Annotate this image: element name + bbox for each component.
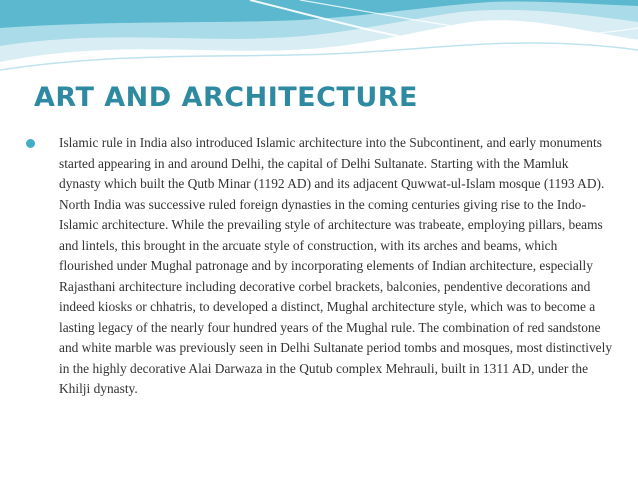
bullet-item xyxy=(23,133,613,400)
slide-title: ART AND ARCHITECTURE xyxy=(34,82,418,113)
bullet-text: Islamic rule in India also introduced Islamic architecture into the Subcontinent, and early monuments started appearing in and around Delhi, the capital of Delhi Sultanate. Starting with the Mamluk dynasty which built the Qutb Minar (1192 AD) and its adjacent Quwwat-ul-Islam mosque (1193 AD). North India was successive ruled foreign dynasties in the coming centuries giving rise to the Indo-Islamic architecture. While the prevailing style of architecture was trabeate, employing pillars, beams and lintels, this brought in the arcuate style of construction, with its arches and beams, which flourished under Mughal patronage and by incorporating elements of Indian architecture, especially Rajasthani architecture including decorative corbel brackets, balconies, pendentive decorations and indeed kiosks or chhatris, to developed a distinct, Mughal architecture style, which was to become a lasting legacy of the nearly four hundred years of the Mughal rule. The combination of red sandstone and white marble was previously seen in Delhi Sultanate period tombs and mosques, most distinctively in the highly decorative Alai Darwaza in the Qutub complex Mehrauli, built in 1311 AD, under the Khilji dynasty. xyxy=(59,135,613,396)
bullet-list xyxy=(23,133,613,400)
header-wave-decoration xyxy=(0,0,638,90)
bullet-icon xyxy=(26,139,35,148)
